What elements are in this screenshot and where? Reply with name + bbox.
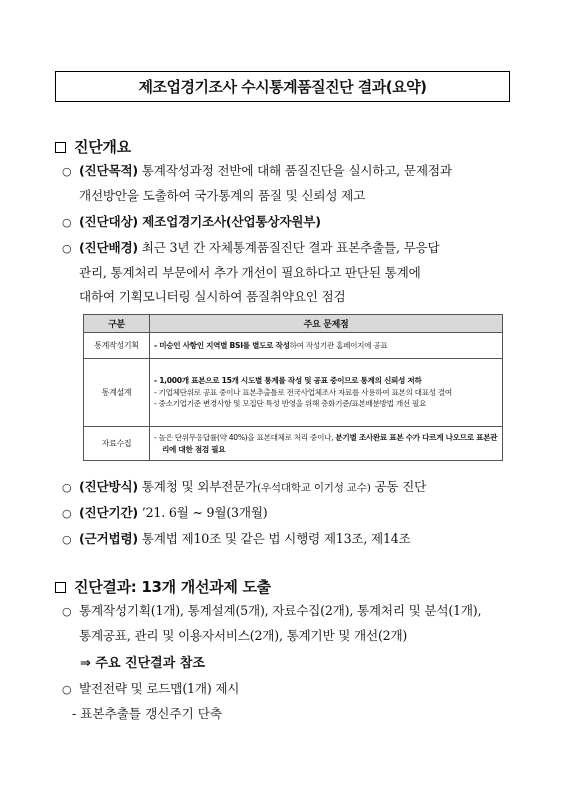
table-cell-issues <box>150 333 503 359</box>
target-label: (진단대상) <box>79 214 138 229</box>
circle-bullet-icon: ○ <box>62 242 72 255</box>
table-row <box>84 333 503 359</box>
method-text: 통계청 및 외부전문가 <box>137 479 258 494</box>
strategy-text: 발전전략 및 로드맵(1개) 제시 <box>79 681 240 696</box>
circle-bullet-icon: ○ <box>62 216 72 229</box>
paragraph-background <box>62 236 524 309</box>
table-cell-category: 통계작성기획 <box>84 333 150 359</box>
period-text: ’21. 6월 ~ 9월(3개월) <box>137 505 268 520</box>
table-cell-issues <box>150 359 503 427</box>
purpose-text-1: 통계작성과정 전반에 대해 품질진단을 실시하고, 문제점과 <box>137 163 452 178</box>
table-row <box>84 427 503 461</box>
issue-text: - 기업체단위로 공표 중이나 표본추출틀로 전국사업체조사 자료를 사용하여 표본의 대표성 결여 <box>154 387 452 397</box>
issue-bold: - 1,000개 표본으로 15개 시도별 통계를 작성 및 공표 중이므로 통계의 신뢰성 저하 <box>154 376 422 386</box>
table-cell-category: 자료수집 <box>84 427 150 461</box>
background-label: (진단배경) <box>79 240 138 255</box>
purpose-text-2: 개선방안을 도출하여 국가통계의 품질 및 신뢰성 제고 <box>79 188 366 203</box>
table-header-row <box>84 315 503 333</box>
table-cell-issues <box>150 427 503 461</box>
paragraph-method <box>62 475 524 500</box>
background-text-3: 대하여 기획모니터링 실시하여 품질취약요인 점검 <box>79 289 346 304</box>
circle-bullet-icon: ○ <box>62 605 72 618</box>
circle-bullet-icon: ○ <box>62 481 72 494</box>
paragraph-target <box>62 210 524 235</box>
table-row <box>84 359 503 427</box>
method-text-2: 공동 진단 <box>370 479 427 494</box>
issue-bold: - 미승인 사항인 지역별 BSI를 별도로 작성 <box>154 340 290 350</box>
issue-text: - 중소기업기준 변경사항 및 모집단 특성 반영을 위해 층화기준/표본배분방법 개선 필요 <box>154 399 427 409</box>
background-text-2: 관리, 통계처리 부문에서 추가 개선이 필요하다고 판단된 통계에 <box>79 265 421 280</box>
section-heading-text: 진단개요 <box>74 138 131 156</box>
method-small-text: (우석대학교 이기성 교수) <box>257 482 371 494</box>
method-label: (진단방식) <box>79 479 138 494</box>
page-title <box>55 71 510 102</box>
issue-bold: 분기별 조사완료 표본 수가 다르게 나오므로 표본관리에 대한 점검 필요 <box>162 433 498 454</box>
circle-bullet-icon: ○ <box>62 165 72 178</box>
strategy-sub-item: - 표본추출틀 갱신주기 단축 <box>72 706 223 721</box>
issues-table <box>83 314 503 461</box>
paragraph-strategy <box>62 677 524 702</box>
page-title-text: 제조업경기조사 수시통계품질진단 결과(요약) <box>138 78 427 96</box>
background-text-1: 최근 3년 간 자체통계품질진단 결과 표본추출틀, 무응답 <box>137 240 440 255</box>
table-header-issues: 주요 문제점 <box>150 315 503 333</box>
table-header-category: 구분 <box>84 315 150 333</box>
table-cell-category: 통계설계 <box>84 359 150 427</box>
square-bullet-icon <box>55 142 66 153</box>
purpose-label: (진단목적) <box>79 163 138 178</box>
period-label: (진단기간) <box>79 505 138 520</box>
issue-text: - 높은 단위무응답률(약 40%)을 표본대체로 처리 중이나, <box>154 433 336 442</box>
law-label: (근거법령) <box>79 531 138 546</box>
law-text: 통계법 제10조 및 같은 법 시행령 제13조, 제14조 <box>137 531 411 546</box>
circle-bullet-icon: ○ <box>62 683 72 696</box>
results-reference-note: ⇒ 주요 진단결과 참조 <box>80 656 205 671</box>
paragraph-purpose <box>62 159 524 208</box>
circle-bullet-icon: ○ <box>62 533 72 546</box>
section-heading-overview <box>55 136 131 157</box>
section-heading-results <box>55 576 271 597</box>
summary-text-2: 통계공표, 관리 및 이용자서비스(2개), 통계기반 및 개선(2개) <box>79 628 408 643</box>
issue-text: 하여 작성기관 홈페이지에 공표 <box>289 340 388 350</box>
summary-text-1: 통계작성기획(1개), 통계설계(5개), 자료수집(2개), 통계처리 및 분석(1개), <box>79 603 482 618</box>
square-bullet-icon <box>55 582 66 593</box>
paragraph-law <box>62 527 524 552</box>
paragraph-summary <box>62 599 524 648</box>
section-heading-text: 진단결과: 13개 개선과제 도출 <box>74 578 271 596</box>
paragraph-period <box>62 501 524 526</box>
target-text: 제조업경기조사(산업통상자원부) <box>137 214 321 229</box>
circle-bullet-icon: ○ <box>62 507 72 520</box>
